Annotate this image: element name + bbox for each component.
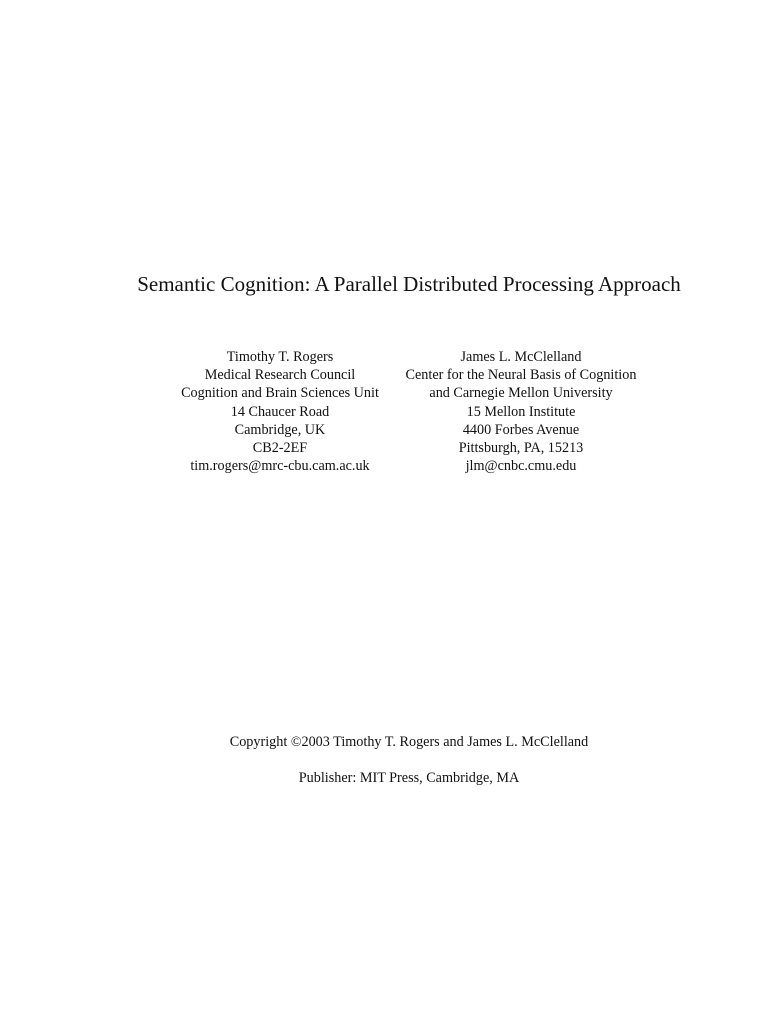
author-city: Pittsburgh, PA, 15213 (458, 440, 584, 457)
author-affiliation-university: and Carnegie Mellon University (429, 385, 613, 402)
author-block-mcclelland (392, 348, 650, 475)
author-affiliation: Center for the Neural Basis of Cognition (405, 367, 637, 384)
copyright-text: 2003 Timothy T. Rogers and James L. McClelland (301, 734, 589, 750)
author-street: 15 Mellon Institute (466, 403, 576, 420)
author-block-rogers (160, 348, 400, 475)
author-email: tim.rogers@mrc-cbu.cam.ac.uk (190, 458, 370, 475)
author-street: 14 Chaucer Road (230, 403, 330, 420)
copyright-icon: © (290, 735, 302, 750)
author-affiliation-unit: Cognition and Brain Sciences Unit (181, 385, 379, 402)
document-title: Semantic Cognition: A Parallel Distributed Processing Approach (137, 272, 681, 296)
author-name: James L. McClelland (460, 349, 582, 365)
copyright-notice (0, 733, 768, 751)
copyright-prefix: Copyright (229, 734, 291, 750)
author-email: jlm@cnbc.cmu.edu (465, 458, 577, 475)
author-affiliation: Medical Research Council (204, 367, 356, 384)
publisher-line: Publisher: MIT Press, Cambridge, MA (298, 770, 520, 786)
author-avenue: 4400 Forbes Avenue (462, 421, 580, 438)
author-postcode: CB2-2EF (252, 440, 308, 457)
author-city: Cambridge, UK (234, 421, 326, 438)
author-name: Timothy T. Rogers (226, 349, 334, 365)
